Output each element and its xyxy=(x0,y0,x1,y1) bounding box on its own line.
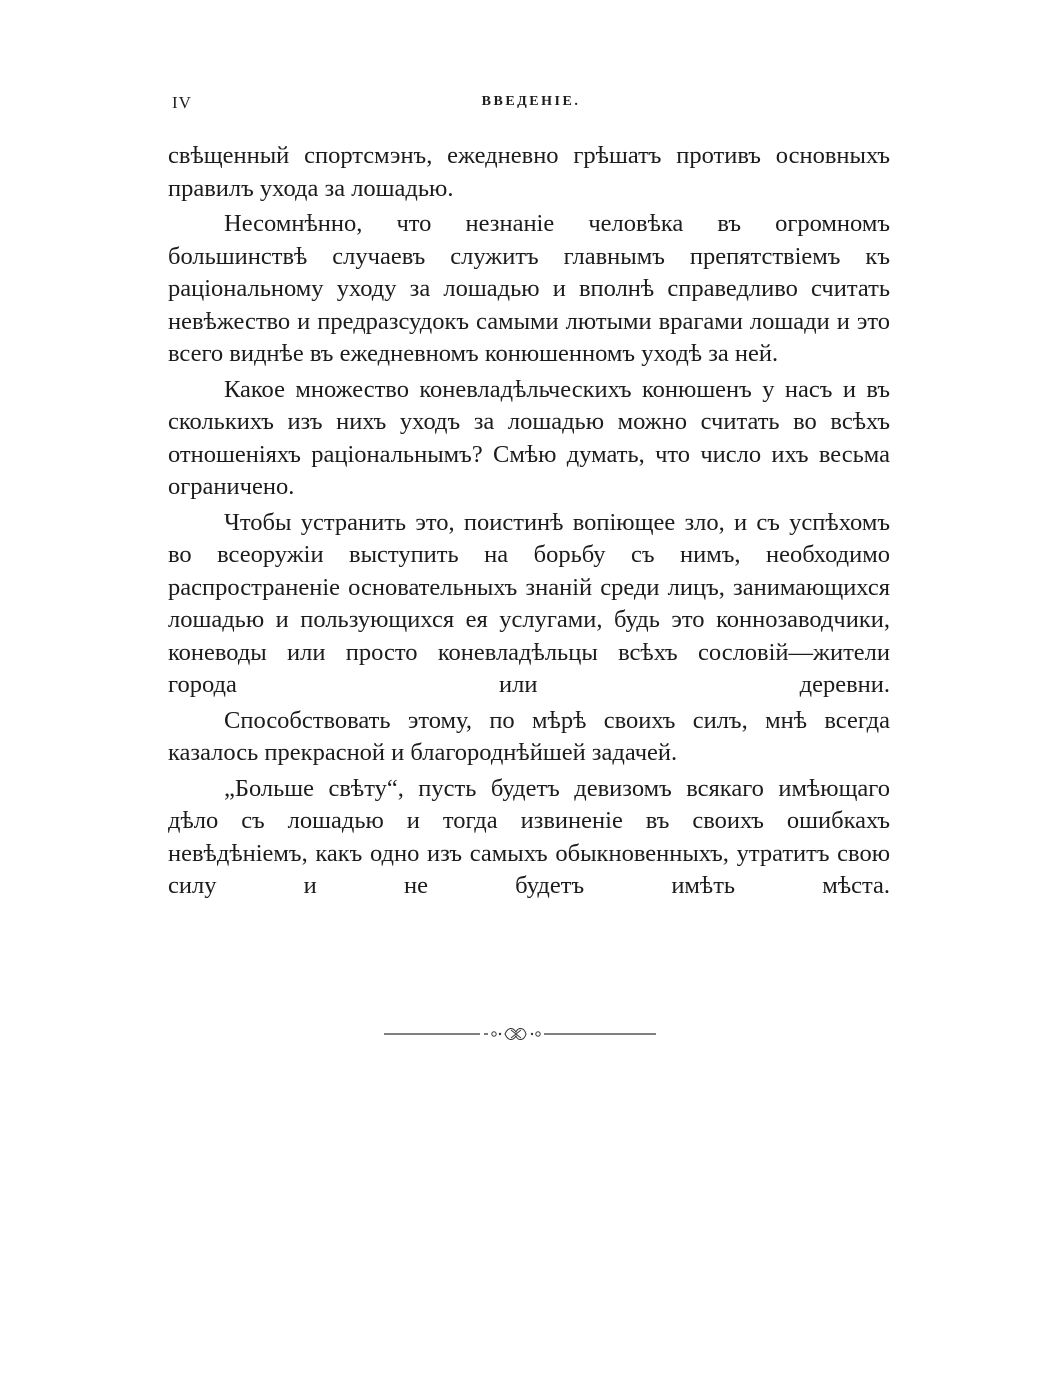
paragraph-4: Чтобы устранить это, поистинѣ вопіющее зло, и съ успѣхомъ во всеоружіи выступить на борьбу съ нимъ, необходимо распространеніе основательныхъ знаній среди лицъ, занимающихся лошадью и пользующихся ея услугами, будь это коннозаводчики, коневоды или просто коневладѣльцы всѣхъ сословій—жители города или деревни. xyxy=(168,508,890,698)
paragraph-6: „Больше свѣту“, пусть будетъ девизомъ всякаго имѣющаго дѣло съ лошадью и тогда извиненіе въ своихъ ошибкахъ невѣдѣніемъ, какъ одно изъ самыхъ обыкновенныхъ, утратитъ свою силу и не будетъ имѣть мѣста. xyxy=(168,774,890,899)
paragraph-1: свѣщенный спортсмэнъ, ежедневно грѣшатъ противъ основныхъ правилъ ухода за лошадью. xyxy=(168,142,890,202)
page-number: IV xyxy=(172,93,192,112)
ornament-divider xyxy=(384,1024,656,1044)
paragraph-3: Какое множество коневладѣльческихъ конюшенъ у насъ и въ сколькихъ изъ нихъ уходъ за лошадью можно считать во всѣхъ отношеніяхъ раціональнымъ? Смѣю думать, что число ихъ весьма ограничено. xyxy=(168,375,890,500)
paragraph-2: Несомнѣнно, что незнаніе человѣка въ огромномъ большинствѣ случаевъ служитъ главнымъ препятствіемъ къ раціональному уходу за лошадью и вполнѣ справедливо считать невѣжество и предразсудокъ самыми лютыми врагами лошади и это всего виднѣе въ ежедневномъ конюшенномъ уходѣ за ней. xyxy=(168,210,890,367)
paragraph-5: Способствовать этому, по мѣрѣ своихъ силъ, мнѣ всегда казалось прекрасной и благороднѣйшей задачей. xyxy=(168,706,890,766)
body-text xyxy=(168,140,890,906)
page-header xyxy=(172,93,890,117)
running-head: ВВЕДЕНІЕ. xyxy=(481,94,581,109)
